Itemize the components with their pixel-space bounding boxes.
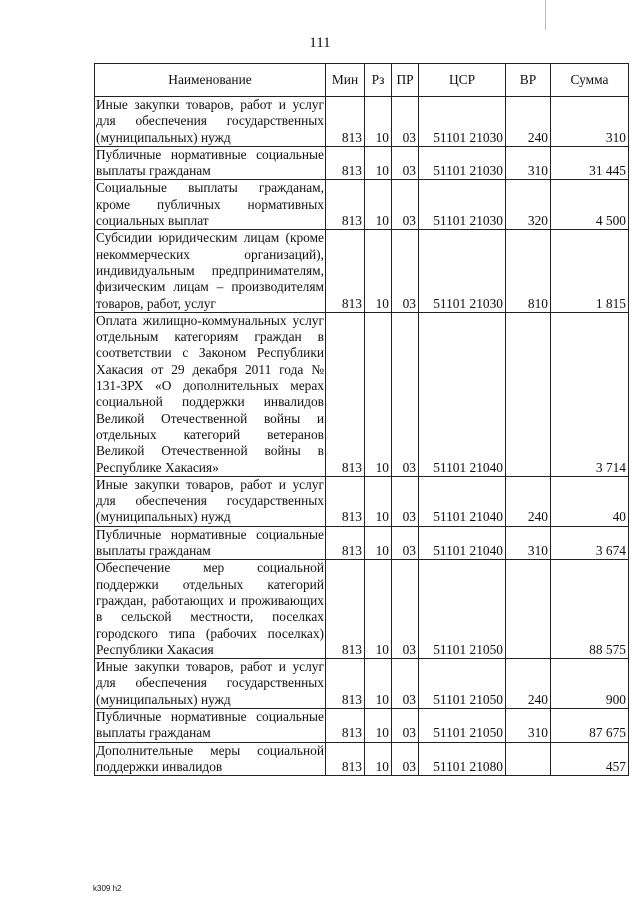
row-min: 813 [326, 526, 365, 560]
row-rz: 10 [365, 659, 392, 709]
row-csr: 51101 21040 [419, 312, 506, 476]
row-name: Социальные выплаты гражданам, кроме публичных нормативных социальных выплат [96, 180, 324, 229]
header-name: Наименование [95, 64, 326, 97]
row-min: 813 [326, 659, 365, 709]
row-pr: 03 [392, 476, 419, 526]
row-rz: 10 [365, 146, 392, 180]
row-min: 813 [326, 146, 365, 180]
row-name: Публичные нормативные социальные выплаты гражданам [96, 708, 324, 741]
row-rz: 10 [365, 97, 392, 147]
table-row [95, 146, 629, 180]
row-min: 813 [326, 230, 365, 312]
row-sum: 88 575 [551, 560, 629, 659]
header-pr: ПР [392, 64, 419, 97]
row-sum: 457 [551, 742, 629, 776]
row-csr: 51101 21050 [419, 560, 506, 659]
row-vr: 240 [506, 97, 551, 147]
row-vr: 310 [506, 708, 551, 742]
table-row [95, 97, 629, 147]
header-sum: Сумма [551, 64, 629, 97]
row-vr: 240 [506, 476, 551, 526]
budget-table [94, 63, 629, 776]
row-sum: 900 [551, 659, 629, 709]
row-vr: 320 [506, 180, 551, 230]
table-row [95, 230, 629, 312]
row-sum: 1 815 [551, 230, 629, 312]
row-rz: 10 [365, 708, 392, 742]
row-min: 813 [326, 476, 365, 526]
row-pr: 03 [392, 97, 419, 147]
row-pr: 03 [392, 230, 419, 312]
row-pr: 03 [392, 312, 419, 476]
row-pr: 03 [392, 659, 419, 709]
row-sum: 40 [551, 476, 629, 526]
row-sum: 87 675 [551, 708, 629, 742]
row-csr: 51101 21050 [419, 659, 506, 709]
row-sum: 3 674 [551, 526, 629, 560]
row-rz: 10 [365, 180, 392, 230]
row-pr: 03 [392, 708, 419, 742]
header-vr: ВР [506, 64, 551, 97]
table-row [95, 526, 629, 560]
row-sum: 4 500 [551, 180, 629, 230]
page-edge-line [545, 0, 548, 30]
row-pr: 03 [392, 560, 419, 659]
table-header-row [95, 64, 629, 97]
table-row [95, 742, 629, 776]
row-name: Иные закупки товаров, работ и услуг для обеспечения государственных (муниципальных) нужд [96, 659, 324, 707]
row-rz: 10 [365, 560, 392, 659]
row-rz: 10 [365, 230, 392, 312]
header-min: Мин [326, 64, 365, 97]
row-name: Иные закупки товаров, работ и услуг для обеспечения государственных (муниципальных) нужд [96, 476, 324, 525]
row-min: 813 [326, 708, 365, 742]
row-csr: 51101 21080 [419, 742, 506, 776]
table-row [95, 180, 629, 230]
header-rz: Рз [365, 64, 392, 97]
table-row [95, 708, 629, 742]
table-row [95, 659, 629, 709]
table-row [95, 312, 629, 476]
row-name: Иные закупки товаров, работ и услуг для обеспечения государственных (муниципальных) нужд [96, 97, 324, 145]
row-vr: 810 [506, 230, 551, 312]
row-pr: 03 [392, 526, 419, 560]
page-number: 111 [309, 35, 331, 51]
row-name: Дополнительные меры социальной поддержки инвалидов [96, 742, 324, 774]
row-pr: 03 [392, 180, 419, 230]
row-vr [506, 560, 551, 659]
table-body [95, 97, 629, 776]
footer-code: k309 h2 [93, 884, 122, 893]
row-vr [506, 312, 551, 476]
row-rz: 10 [365, 742, 392, 776]
row-min: 813 [326, 97, 365, 147]
row-vr: 310 [506, 526, 551, 560]
row-name: Публичные нормативные социальные выплаты гражданам [96, 146, 324, 179]
row-vr [506, 742, 551, 776]
row-rz: 10 [365, 312, 392, 476]
row-csr: 51101 21030 [419, 230, 506, 312]
row-min: 813 [326, 742, 365, 776]
row-csr: 51101 21030 [419, 97, 506, 147]
row-rz: 10 [365, 476, 392, 526]
header-csr: ЦСР [419, 64, 506, 97]
row-csr: 51101 21030 [419, 146, 506, 180]
row-sum: 3 714 [551, 312, 629, 476]
row-min: 813 [326, 312, 365, 476]
row-sum: 31 445 [551, 146, 629, 180]
row-vr: 310 [506, 146, 551, 180]
row-name: Публичные нормативные социальные выплаты гражданам [96, 526, 324, 559]
table-row [95, 476, 629, 526]
row-csr: 51101 21040 [419, 476, 506, 526]
row-csr: 51101 21030 [419, 180, 506, 230]
row-name: Обеспечение мер социальной поддержки отдельных категорий граждан, работающих и проживающих в сельской местности, поселках городского типа (рабочих поселках) Республики Хакасия [96, 560, 324, 657]
row-pr: 03 [392, 742, 419, 776]
row-csr: 51101 21050 [419, 708, 506, 742]
table-row [95, 560, 629, 659]
row-pr: 03 [392, 146, 419, 180]
row-min: 813 [326, 180, 365, 230]
row-min: 813 [326, 560, 365, 659]
row-name: Оплата жилищно-коммунальных услуг отдельным категориям граждан в соответствии с Законом Республики Хакасия от 29 декабря 2011 года № 131-ЗРХ «О дополнительных мерах социальной поддержки инвалидов Великой Отечественной войны и отдельных категорий ветеранов Великой Отечественной войны в Республике Хакасия» [96, 312, 324, 475]
row-name: Субсидии юридическим лицам (кроме некоммерческих организаций), индивидуальным предпринимателям, физическим лицам – производителям товаров, работ, услуг [96, 230, 324, 311]
row-rz: 10 [365, 526, 392, 560]
row-csr: 51101 21040 [419, 526, 506, 560]
row-sum: 310 [551, 97, 629, 147]
row-vr: 240 [506, 659, 551, 709]
